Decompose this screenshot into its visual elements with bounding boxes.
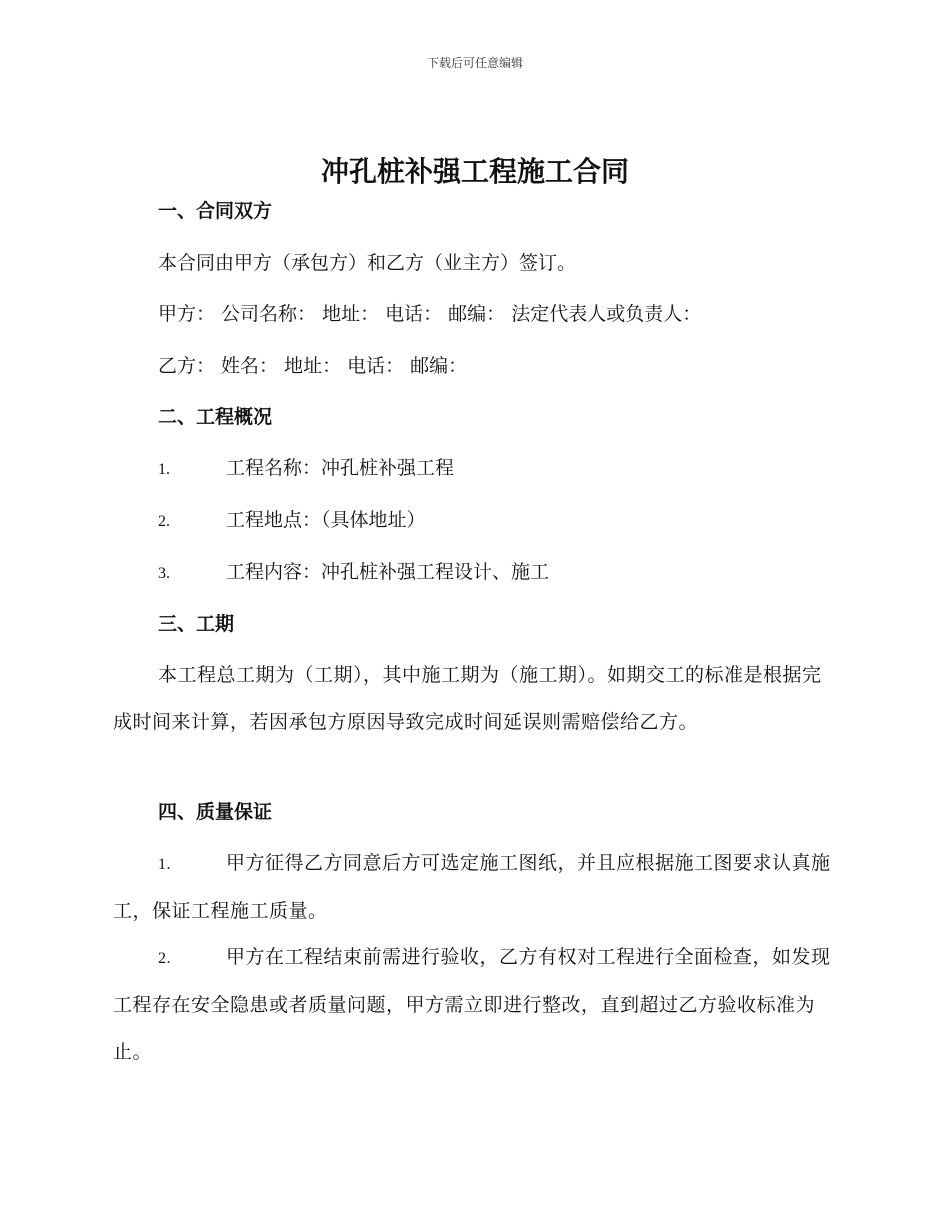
contract-intro: 本合同由甲方（承包方）和乙方（业主方）签订。: [158, 252, 577, 274]
list-item: [158, 560, 549, 586]
list-item-number: 2.: [158, 950, 171, 967]
document-title: 冲孔桩补强工程施工合同: [320, 155, 629, 188]
list-item: [158, 456, 454, 482]
schedule-paragraph: 本工程总工期为（工期），其中施工期为（施工期）。如期交工的标准是根据完成时间来计算，若因承包方原因导致完成时间延误则需赔偿给乙方。: [113, 664, 822, 733]
list-item: [158, 508, 426, 534]
section-heading-overview: 二、工程概况: [158, 406, 273, 428]
list-item-text: 工程名称：冲孔桩补强工程: [226, 457, 455, 479]
list-item-number: 1.: [158, 461, 170, 478]
section-heading-parties: 一、合同双方: [158, 200, 273, 222]
list-item-text: 甲方在工程结束前需进行验收，乙方有权对工程进行全面检查，如发现工程存在安全隐患或者质量问题，甲方需立即进行整改，直到超过乙方验收标准为止。: [113, 946, 831, 1063]
list-item-text: 工程地点：（具体地址）: [226, 509, 426, 531]
section-heading-schedule: 三、工期: [158, 613, 235, 635]
list-item-text: 甲方征得乙方同意后方可选定施工图纸，并且应根据施工图要求认真施工，保证工程施工质量。: [113, 852, 831, 922]
quality-item-2: [113, 934, 835, 1076]
list-item-number: 2.: [158, 513, 170, 530]
party-a-info: 甲方： 公司名称： 地址： 电话： 邮编： 法定代表人或负责人：: [158, 303, 702, 325]
section-heading-quality: 四、质量保证: [158, 801, 273, 823]
party-b-info: 乙方： 姓名： 地址： 电话： 邮编：: [158, 355, 468, 377]
list-item-number: 1.: [158, 856, 171, 873]
list-item-text: 工程内容：冲孔桩补强工程设计、施工: [226, 561, 550, 583]
list-item-number: 3.: [158, 565, 170, 582]
header-note: 下载后可任意编辑: [426, 56, 523, 70]
quality-item-1: [113, 840, 835, 935]
